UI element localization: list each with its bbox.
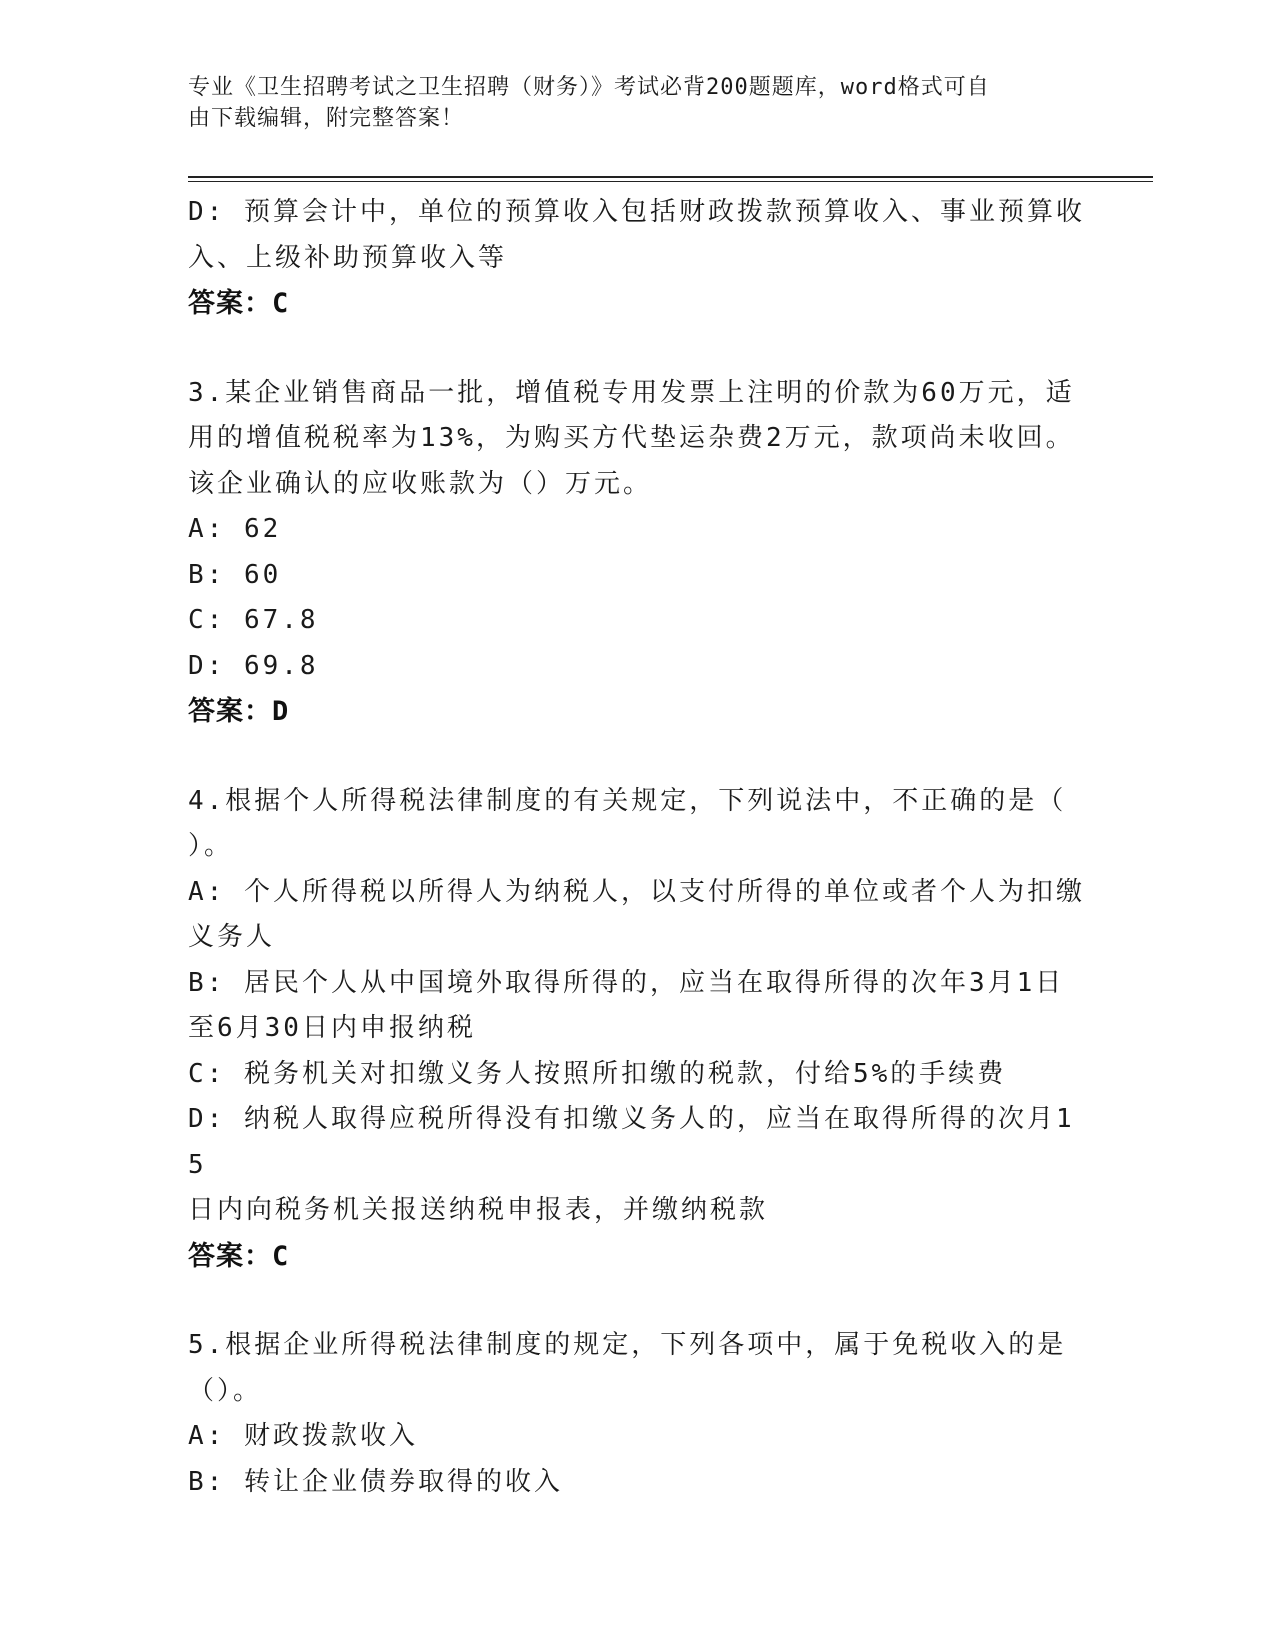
option-c: C: 税务机关对扣缴义务人按照所扣缴的税款，付给5%的手续费 [188, 1058, 1007, 1089]
question-3 [188, 371, 1088, 735]
option-d: D: 69.8 [188, 650, 319, 681]
option-b: B: 60 [188, 559, 282, 590]
header-line-2: 由下载编辑，附完整答案！ [188, 106, 465, 131]
answer-label: 答案：C [188, 288, 290, 319]
spacer [188, 735, 1088, 779]
option-a: A: 62 [188, 514, 282, 544]
question-stem: ）。 [188, 831, 234, 861]
option-a: A: 财政拨款收入 [188, 1421, 418, 1451]
header-divider-thin [188, 181, 1153, 182]
option-d-continued: 入、上级补助预算收入等 [188, 242, 508, 273]
option-b: B: 转让企业债券取得的收入 [188, 1466, 563, 1497]
question-stem: 用的增值税税率为13%，为购买方代垫运杂费2万元，款项尚未收回。 [188, 423, 1075, 453]
question-stem: （）。 [188, 1375, 263, 1406]
question-stem: 该企业确认的应收账款为（）万元。 [188, 468, 653, 499]
spacer [188, 327, 1088, 371]
question-5 [188, 1323, 1088, 1505]
option-d: D: 纳税人取得应税所得没有扣缴义务人的，应当在取得所得的次月15 [188, 1104, 1075, 1180]
document-header [188, 72, 1068, 134]
question-stem: 4.根据个人所得税法律制度的有关规定，下列说法中，不正确的是（ [188, 785, 1067, 816]
question-2-continued [188, 190, 1088, 327]
option-d: D: 预算会计中，单位的预算收入包括财政拨款预算收入、事业预算收 [188, 197, 1085, 227]
option-a-continued: 义务人 [188, 922, 276, 952]
option-d-continued: 日内向税务机关报送纳税申报表，并缴纳税款 [188, 1195, 769, 1225]
answer-label: 答案：C [188, 1240, 290, 1272]
option-a: A: 个人所得税以所得人为纳税人，以支付所得的单位或者个人为扣缴 [188, 876, 1085, 907]
question-content [188, 190, 1088, 1505]
spacer [188, 1279, 1088, 1323]
header-line-1: 专业《卫生招聘考试之卫生招聘（财务）》考试必背200题题库，word格式可自 [188, 75, 990, 100]
answer-label: 答案：D [188, 696, 290, 727]
header-divider-thick [188, 176, 1153, 178]
question-stem: 5.根据企业所得税法律制度的规定，下列各项中，属于免税收入的是 [188, 1330, 1067, 1360]
question-stem: 3.某企业销售商品一批，增值税专用发票上注明的价款为60万元，适 [188, 377, 1075, 408]
option-b: B: 居民个人从中国境外取得所得的，应当在取得所得的次年3月1日 [188, 967, 1065, 998]
option-b-continued: 至6月30日内申报纳税 [188, 1013, 476, 1043]
question-4 [188, 779, 1088, 1280]
option-c: C: 67.8 [188, 605, 319, 635]
